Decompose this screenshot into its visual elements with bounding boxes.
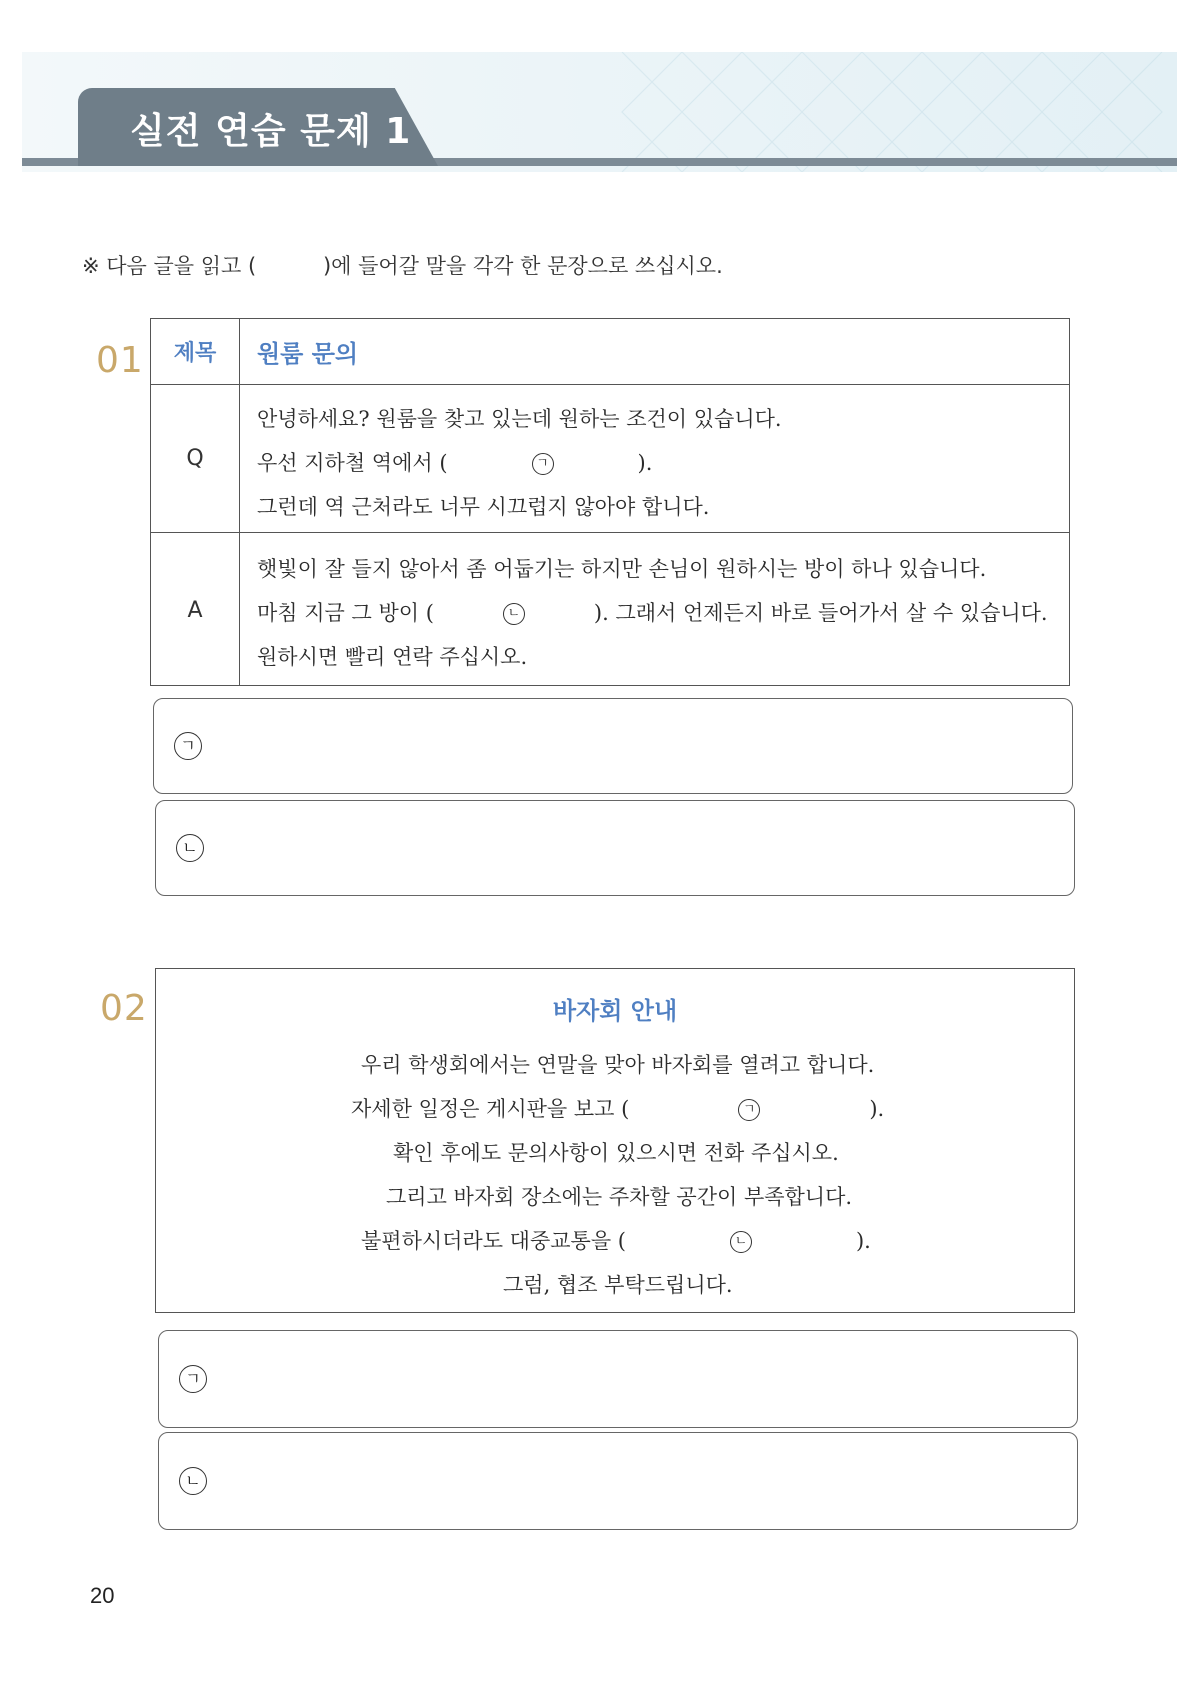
blank-mark-3: ㄱ (738, 1099, 760, 1121)
notice-line-2-end: ). (869, 1097, 885, 1121)
notice-line-5-text: 불편하시더라도 대중교통을 ( (361, 1229, 626, 1253)
question-row (151, 385, 1069, 533)
page-title: 실전 연습 문제 1 (130, 111, 412, 152)
notice-line-5-end: ). (855, 1229, 871, 1253)
notice-line-2 (351, 1093, 884, 1123)
answer-box-2a[interactable] (158, 1330, 1078, 1428)
post-title: 원룸 문의 (257, 340, 359, 368)
blank-3 (629, 1097, 869, 1121)
answer-box-1b[interactable] (155, 800, 1075, 896)
notice-line-5 (361, 1225, 871, 1255)
blank-4 (626, 1229, 856, 1253)
q-line-2 (257, 441, 1059, 485)
question-content (257, 397, 1059, 529)
title-label: 제목 (173, 341, 217, 366)
answer-mark-1a: ㄱ (174, 732, 202, 760)
blank-1 (448, 441, 638, 485)
blank-2 (434, 591, 594, 635)
blank-mark-2: ㄴ (503, 603, 525, 625)
notice-line-3: 확인 후에도 문의사항이 있으시면 전화 주십시오. (393, 1141, 839, 1165)
q-line-1: 안녕하세요? 원룸을 찾고 있는데 원하는 조건이 있습니다. (257, 407, 782, 431)
answer-box-2b[interactable] (158, 1432, 1078, 1530)
question-2-box (155, 968, 1075, 1313)
answer-box-1a[interactable] (153, 698, 1073, 794)
a-label: A (187, 597, 203, 623)
a-line-2-text: 마침 지금 그 방이 ( (257, 601, 434, 625)
page-number: 20 (90, 1583, 115, 1608)
q-line-2-text: 우선 지하철 역에서 ( (257, 451, 448, 475)
a-line-2-end: ). 그래서 언제든지 바로 들어가서 살 수 있습니다. (593, 601, 1048, 625)
notice-line-2-text: 자세한 일정은 게시판을 보고 ( (351, 1097, 630, 1121)
a-line-3: 원하시면 빨리 연락 주십시오. (257, 645, 528, 669)
notice-line-4: 그리고 바자회 장소에는 주차할 공간이 부족합니다. (386, 1185, 853, 1209)
blank-mark-1: ㄱ (532, 453, 554, 475)
answer-row (151, 533, 1069, 687)
notice-line-6: 그럼, 협조 부탁드립니다. (503, 1273, 733, 1297)
q-label: Q (186, 446, 204, 471)
q-line-3: 그런데 역 근처라도 너무 시끄럽지 않아야 합니다. (257, 495, 710, 519)
title-row (151, 319, 1069, 385)
question-1-table (150, 318, 1070, 686)
question-number-1: 01 (96, 340, 144, 381)
a-line-2 (257, 591, 1059, 635)
notice-title: 바자회 안내 (552, 997, 678, 1025)
instruction-text: ※ 다음 글을 읽고 ( )에 들어갈 말을 각각 한 문장으로 쓰십시오. (82, 254, 723, 278)
answer-mark-1b: ㄴ (176, 834, 204, 862)
answer-mark-2b: ㄴ (179, 1467, 207, 1495)
q-line-2-end: ). (637, 451, 653, 475)
question-number-2: 02 (100, 988, 148, 1029)
blank-mark-4: ㄴ (730, 1231, 752, 1253)
notice-line-1: 우리 학생회에서는 연말을 맞아 바자회를 열려고 합니다. (361, 1053, 875, 1077)
a-line-1: 햇빛이 잘 들지 않아서 좀 어둡기는 하지만 손님이 원하시는 방이 하나 있습니다. (257, 557, 987, 581)
answer-mark-2a: ㄱ (179, 1365, 207, 1393)
answer-content (257, 547, 1059, 679)
